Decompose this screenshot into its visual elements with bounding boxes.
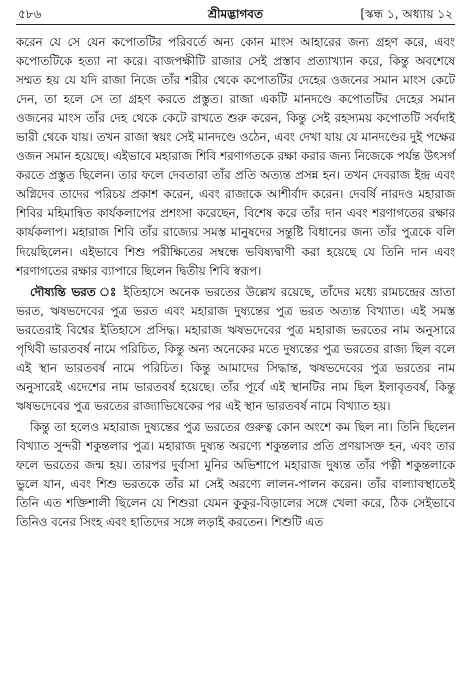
paragraph-text: করেন যে সে যেন কপোতটির পরিবর্তে অন্য কোন মাংস আহারের জন্য গ্রহণ করে, এবং কপোতটিকে হত্যা না করে। বাজপক্ষীটি রাজার সেই প্রস্তাব প্রত্যাখ্যান করে, কিন্তু অবশেষে সম্মত হয় যে যদি রাজা নিজে তাঁর শরীর থেকে কপোতটির দেহের ওজনের সমান মাংস কেটে দেন, তা হলে সে তা গ্রহণ করতে প্রস্তুত। রাজা একটি মানদণ্ডে কপোতটির দেহের সমান ওজনের মাংস তাঁর দেহ থেকে কেটে রাখতে শুরু করেন, কিন্তু সেই রহস্যময় কপোতটি সর্বদাই ভারী থেকে যায়। তখন রাজা স্বয়ং সেই মানদণ্ডে ওঠেন, এবং দেখা যায় যে মানদণ্ডের দুই পক্ষের ওজন সমান হয়েছে। এইভাবে মহারাজ শিবি শরণাগতকে রক্ষা করার জন্য নিজেকে পর্যন্ত উৎসর্গ করতে প্রস্তুত ছিলেন। তার ফলে দেবতারা তাঁর প্রতি অত্যন্ত প্রসন্ন হন। তখন দেবরাজ ইন্দ্র এবং অগ্নিদেব তাদের পরিচয় প্রকাশ করেন, এবং রাজাকে আশীর্বাদ করেন। দেবর্ষি নারদও মহারাজ শিবির মহিমান্বিত কার্যকলাপের প্রশংসা করেছেন, বিশেষ করে তাঁর দান এবং শরণাগতের রক্ষার কার্যকলাপ। মহারাজ শিবি তাঁর রাজ্যের সমস্ত মানুষদের সন্তুষ্টি বিধানের জন্য তাঁর পুত্রকে বলি দিয়েছিলেন। এইভাবে শিশু পরীক্ষিতের সম্বন্ধে ভবিষ্যদ্বাণী করা হয়েছে যে তিনি দান এবং শরণাগতের রক্ষার ব্যাপারে ছিলেন দ্বিতীয় শিবি স্বরূপ।: [16, 35, 455, 278]
paragraph-dushyanta-son: [16, 418, 455, 532]
paragraph-text: কিন্তু তা হলেও মহারাজ দুষ্যন্তের পুত্র ভরতের গুরুত্ব কোন অংশে কম ছিল না। তিনি ছিলেন বিখ্যাত সুন্দরী শকুন্তলার পুত্র। মহারাজ দুষ্যন্ত অরণ্যে শকুন্তলার প্রতি প্রণয়াসক্ত হন, এবং তার ফলে ভরতের জন্ম হয়। তারপর দুর্বাসা মুনির অভিশাপে মহারাজ দুষ্যন্ত তাঁর পত্নী শকুন্তলাকে ভুলে যান, এবং শিশু ভরতকে তাঁর মা সেই অরণ্যে লালন-পালন করেন। তাঁর বাল্যাবস্থাতেই তিনি এত শক্তিশালী ছিলেন যে শিশুরা যেমন কুকুর-বিড়ালের সঙ্গে খেলা করে, ঠিক সেইভাবে তিনিও বনের সিংহ এবং হাতিদের সঙ্গে লড়াই করতেন। শিশুটি এত: [16, 419, 455, 530]
book-title: শ্রীমদ্ভাগবত: [207, 7, 263, 21]
body-text: [16, 33, 455, 532]
running-header: [16, 0, 455, 25]
section-reference: [স্কন্ধ ১, অধ্যায় ১২: [360, 7, 453, 21]
paragraph-bharata: [16, 283, 455, 416]
paragraph-heading: দৌষ্যন্তি ভরত ঃ: [30, 284, 124, 299]
paragraph-text: ইতিহাসে অনেক ভরতের উল্লেখ রয়েছে, তাঁদের মধ্যে রামচন্দ্রের ভ্রাতা ভরত, ঋষভদেবের পুত্র ভরত এবং মহারাজ দুষ্যন্তের পুত্র ভরত অত্যন্ত বিখ্যাত। এই সমস্ত ভরতেরাই বিশ্বের ইতিহাসে প্রসিদ্ধ। মহারাজ ঋষভদেবের পুত্র মহারাজ ভরতের নাম অনুসারে পৃথিবী ভারতবর্ষ নামে পরিচিত, কিন্তু অন্য অনেকের মতে দুষ্যন্তের পুত্র ভরতের রাজ্য ছিল বলে এই স্থান ভারতবর্ষ নামে পরিচিত। কিন্তু আমাদের সিদ্ধান্ত, ঋষভদেবের পুত্র ভরতের নাম অনুসারেই এদেশের নাম ভারতবর্ষ হয়েছে। তাঁর পূর্বে এই স্থানটির নাম ছিল ইলাবৃতবর্ষ, কিন্তু ঋষভদেবের পুত্র ভরতের রাজ্যাভিষেকের পর এই স্থান ভারতবর্ষ নামে বিখ্যাত হয়।: [16, 284, 455, 413]
page-number: ৫৮৬: [18, 7, 42, 21]
paragraph-shibi-story: [16, 33, 455, 281]
